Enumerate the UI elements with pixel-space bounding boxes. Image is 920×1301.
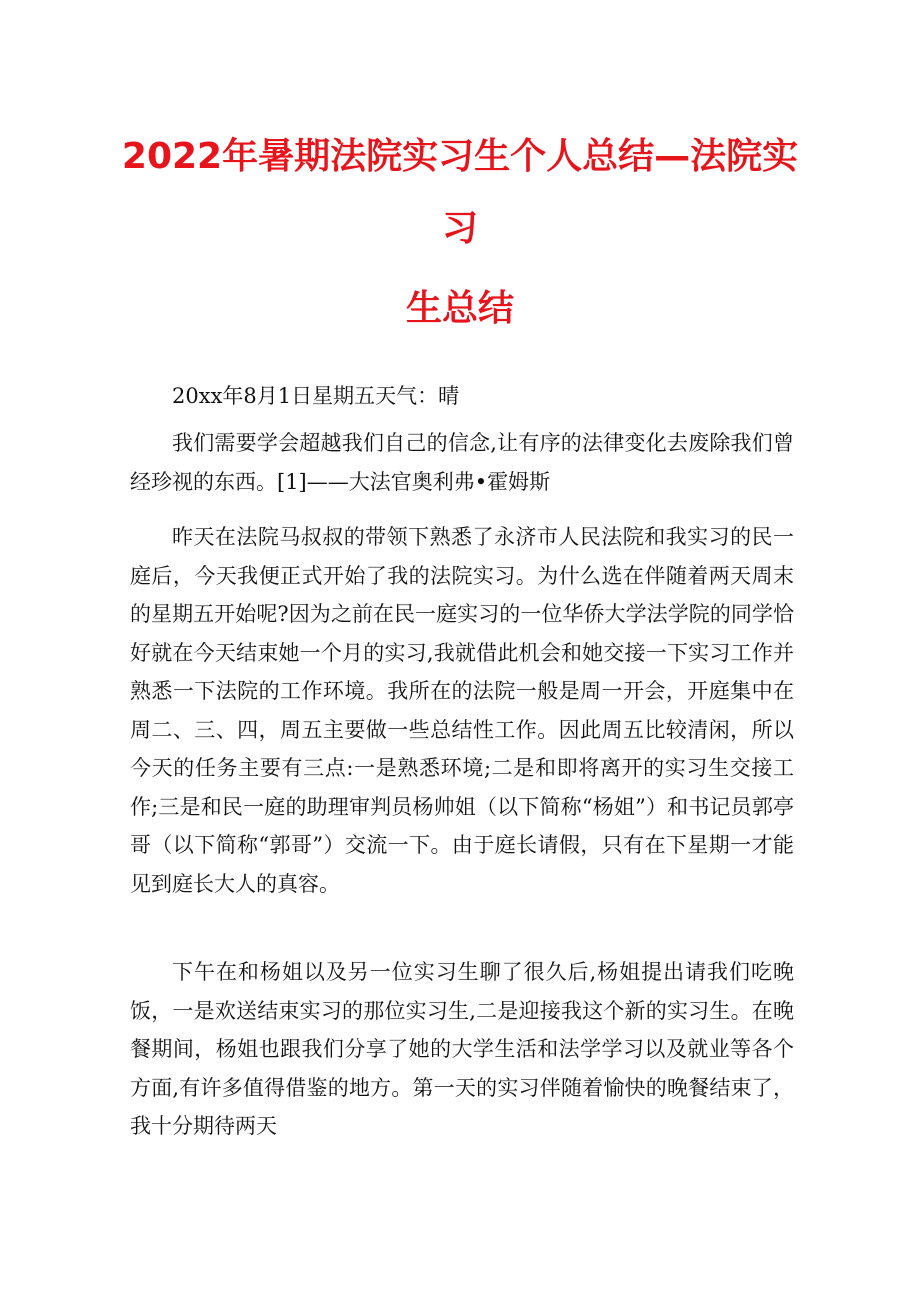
date-weather-line: 20xx年8月1日星期五天气：晴 [172, 384, 460, 408]
document-title-line-1: 2022年暑期法院实习生个人总结—法院实 [121, 136, 799, 177]
document-title-line-3: 生总结 [405, 288, 514, 329]
quote-paragraph: 我们需要学会超越我们自己的信念,让有序的法律变化去废除我们曾经珍视的东西。[1]——大法官奥利弗•霍姆斯 [130, 431, 794, 494]
body-paragraph-1: 昨天在法院马叔叔的带领下熟悉了永济市人民法院和我实习的民一庭后，今天我便正式开始了我的法院实习。为什么选在伴随着两天周末的星期五开始呢?因为之前在民一庭实习的一位华侨大学法学院的同学恰好就在今天结束她一个月的实习,我就借此机会和她交接一下实习工作并熟悉一下法院的工作环境。我所在的法院一般是周一开会，开庭集中在周二、三、四，周五主要做一些总结性工作。因此周五比较清闲，所以今天的任务主要有三点:一是熟悉环境;二是和即将离开的实习生交接工作;三是和民一庭的助理审判员杨帅姐（以下简称“杨姐”）和书记员郭亭哥（以下简称“郭哥”）交流一下。由于庭长请假，只有在下星期一才能见到庭长大人的真容。 [130, 525, 794, 896]
document-title-line-2: 习 [441, 208, 478, 249]
body-paragraph-2: 下午在和杨姐以及另一位实习生聊了很久后,杨姐提出请我们吃晚饭，一是欢送结束实习的那位实习生,二是迎接我这个新的实习生。在晚餐期间，杨姐也跟我们分享了她的大学生活和法学学习以及就业等各个方面,有许多值得借鉴的地方。第一天的实习伴随着愉快的晚餐结束了，我十分期待两天 [130, 960, 794, 1138]
